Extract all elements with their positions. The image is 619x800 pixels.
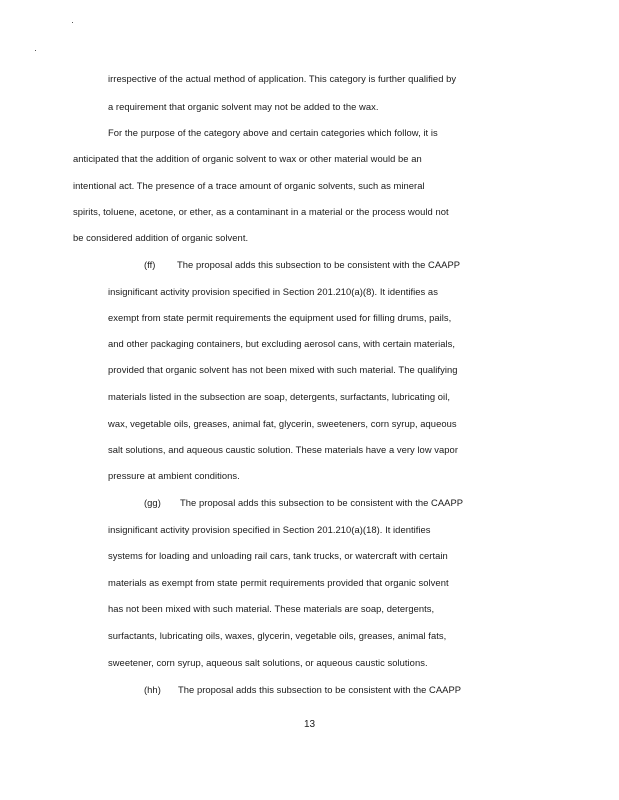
text-line: irrespective of the actual method of application. This category is further qualified by — [108, 73, 457, 84]
text-line: insignificant activity provision specified in Section 201.210(a)(18). It identifies — [108, 524, 431, 535]
text-line: The proposal adds this subsection to be consistent with the CAAPP — [177, 259, 461, 270]
text-line: spirits, toluene, acetone, or ether, as a contaminant in a material or the process would not — [73, 206, 449, 217]
text-line: provided that organic solvent has not been mixed with such material. The qualifying — [108, 364, 458, 375]
text-line: has not been mixed with such material. These materials are soap, detergents, — [108, 603, 435, 614]
scan-speck — [35, 50, 36, 51]
text-line: a requirement that organic solvent may not be added to the wax. — [108, 101, 379, 112]
text-line: surfactants, lubricating oils, waxes, glycerin, vegetable oils, greases, animal fats, — [108, 630, 447, 641]
text-line: and other packaging containers, but excluding aerosol cans, with certain materials, — [108, 338, 456, 349]
text-line: sweetener, corn syrup, aqueous salt solutions, or aqueous caustic solutions. — [108, 657, 428, 668]
subsection-label-hh: (hh) — [144, 684, 161, 695]
subsection-label-ff: (ff) — [144, 259, 156, 270]
text-line: The proposal adds this subsection to be consistent with the CAAPP — [178, 684, 462, 695]
text-line: wax, vegetable oils, greases, animal fat, glycerin, sweeteners, corn syrup, aqueous — [108, 418, 457, 429]
page-number: 13 — [303, 719, 316, 730]
text-line: systems for loading and unloading rail cars, tank trucks, or watercraft with certain — [108, 550, 448, 561]
text-line: For the purpose of the category above and certain categories which follow, it is — [108, 127, 438, 138]
text-line: be considered addition of organic solvent. — [73, 232, 249, 243]
text-line: The proposal adds this subsection to be consistent with the CAAPP — [180, 497, 464, 508]
text-line: materials listed in the subsection are soap, detergents, surfactants, lubricating oil, — [108, 391, 450, 402]
text-line: salt solutions, and aqueous caustic solution. These materials have a very low vapor — [108, 444, 458, 455]
subsection-label-gg: (gg) — [144, 497, 161, 508]
text-line: pressure at ambient conditions. — [108, 470, 240, 481]
text-line: materials as exempt from state permit requirements provided that organic solvent — [108, 577, 449, 588]
text-line: anticipated that the addition of organic solvent to wax or other material would be an — [73, 153, 422, 164]
text-line: insignificant activity provision specified in Section 201.210(a)(8). It identifies as — [108, 286, 438, 297]
text-line: exempt from state permit requirements the equipment used for filling drums, pails, — [108, 312, 452, 323]
scan-speck — [72, 22, 73, 23]
text-line: intentional act. The presence of a trace amount of organic solvents, such as mineral — [73, 180, 425, 191]
